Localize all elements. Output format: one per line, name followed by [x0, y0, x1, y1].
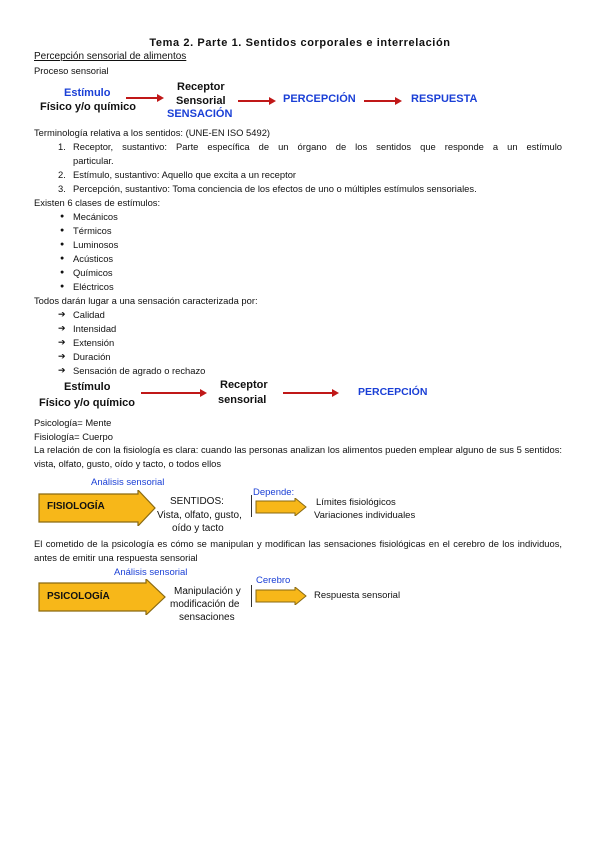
bullet-dot: ●	[60, 227, 65, 234]
arrow-bullet-icon: ➔	[58, 351, 66, 361]
sensacion-intro: Todos darán lugar a una sensación caracterizada por:	[34, 295, 258, 306]
d4-cerebro: Cerebro	[256, 575, 291, 586]
caracteristica-item: Sensación de agrado o rechazo	[73, 365, 206, 376]
fisiologia-paragraph: La relación de con la fisiología es clara: cuando las personas analizan los alimentos pueden emplear alguno de sus 5 sentidos: vista, olfato, gusto, oído y tacto, o todos ellos	[34, 444, 562, 469]
clases-intro: Existen 6 clases de estímulos:	[34, 197, 161, 208]
d4-small-arrow-icon	[255, 587, 307, 605]
bullet-dot: ●	[60, 255, 65, 262]
bullet-dot: ●	[60, 269, 65, 276]
d1-arrow-2-head	[269, 97, 276, 105]
d4-mid-line1: Manipulación y	[174, 586, 241, 597]
d2-percepcion: PERCEPCIÓN	[358, 386, 428, 398]
d1-arrow-2	[238, 100, 270, 102]
d1-arrow-3	[364, 100, 396, 102]
d1-arrow-3-head	[395, 97, 402, 105]
d2-arrow-2	[283, 392, 333, 394]
term-1-num: 1.	[58, 141, 66, 152]
clase-item: Luminosos	[73, 239, 119, 250]
caracteristica-item: Intensidad	[73, 323, 117, 334]
d3-result-line2: Variaciones individuales	[314, 510, 416, 521]
clase-item: Eléctricos	[73, 281, 114, 292]
d1-receptor-top: Receptor	[177, 81, 225, 93]
d3-depende: Depende:	[253, 487, 295, 498]
bullet-dot: ●	[60, 241, 65, 248]
bullet-dot: ●	[60, 213, 65, 220]
d4-divider	[251, 585, 252, 607]
d4-result: Respuesta sensorial	[314, 590, 401, 601]
d2-arrow-1	[141, 392, 201, 394]
d3-sentidos-line1: Vista, olfato, gusto,	[157, 510, 242, 521]
d1-stimulus-top: Estímulo	[64, 87, 111, 99]
psicologia-def: Psicología= Mente	[34, 417, 112, 428]
psicologia-paragraph: El cometido de la psicología es cómo se manipulan y modifican las sensaciones fisiológicas en el cerebro de los individuos, antes de emitir una respuesta sensorial	[34, 538, 562, 563]
d2-receptor-bottom: sensorial	[218, 394, 267, 406]
arrow-bullet-icon: ➔	[58, 323, 66, 333]
term-3-line1: Percepción, sustantivo: Toma conciencia de los efectos de uno o múltiples estímulos sensoriales.	[73, 183, 477, 194]
caracteristica-item: Calidad	[73, 309, 105, 320]
term-1-line2: particular.	[73, 155, 114, 166]
d1-receptor-bottom: Sensorial	[176, 95, 226, 107]
clase-item: Mecánicos	[73, 211, 118, 222]
d2-receptor-top: Receptor	[220, 379, 268, 391]
clase-item: Químicos	[73, 267, 113, 278]
d1-stimulus-bottom: Físico y/o químico	[40, 101, 136, 113]
d4-mid-line3: sensaciones	[179, 612, 235, 623]
bullet-dot: ●	[60, 283, 65, 290]
d3-header: Análisis sensorial	[91, 477, 165, 488]
d2-stimulus-bottom: Físico y/o químico	[39, 397, 135, 409]
d1-arrow-1-head	[157, 94, 164, 102]
caracteristica-item: Duración	[73, 351, 111, 362]
d4-mid-line2: modificación de	[170, 599, 240, 610]
d2-arrow-1-head	[200, 389, 207, 397]
d3-small-arrow-icon	[255, 498, 307, 516]
page-title: Tema 2. Parte 1. Sentidos corporales e interrelación	[149, 37, 451, 49]
clase-item: Acústicos	[73, 253, 114, 264]
d3-divider	[251, 495, 252, 517]
d1-respuesta: RESPUESTA	[411, 93, 478, 105]
term-3-num: 3.	[58, 183, 66, 194]
caracteristica-item: Extensión	[73, 337, 115, 348]
term-1-line1: Receptor, sustantivo: Parte específica de un órgano de los sentidos que responde a un estímulo	[73, 141, 562, 152]
d2-stimulus-top: Estímulo	[64, 381, 111, 393]
term-2-line1: Estímulo, sustantivo: Aquello que excita a un receptor	[73, 169, 297, 180]
d3-sentidos-line2: oído y tacto	[172, 523, 224, 534]
d3-result-line1: Límites fisiológicos	[316, 497, 396, 508]
d1-arrow-1	[126, 97, 158, 99]
clase-item: Térmicos	[73, 225, 112, 236]
fisiologia-def: Fisiología= Cuerpo	[34, 431, 113, 442]
section-heading: Percepción sensorial de alimentos	[34, 51, 187, 62]
proceso-label: Proceso sensorial	[34, 65, 109, 76]
d4-box-label: PSICOLOGÍA	[47, 591, 110, 602]
d2-arrow-2-head	[332, 389, 339, 397]
arrow-bullet-icon: ➔	[58, 309, 66, 319]
d1-sensacion: SENSACIÓN	[167, 108, 233, 120]
term-2-num: 2.	[58, 169, 66, 180]
terminologia-intro: Terminología relativa a los sentidos: (UNE-EN ISO 5492)	[34, 127, 271, 138]
arrow-bullet-icon: ➔	[58, 365, 66, 375]
d4-header: Análisis sensorial	[114, 567, 188, 578]
d3-sentidos-title: SENTIDOS:	[170, 496, 224, 507]
arrow-bullet-icon: ➔	[58, 337, 66, 347]
d1-percepcion: PERCEPCIÓN	[283, 93, 356, 105]
d3-box-label: FISIOLOGÍA	[47, 501, 105, 512]
